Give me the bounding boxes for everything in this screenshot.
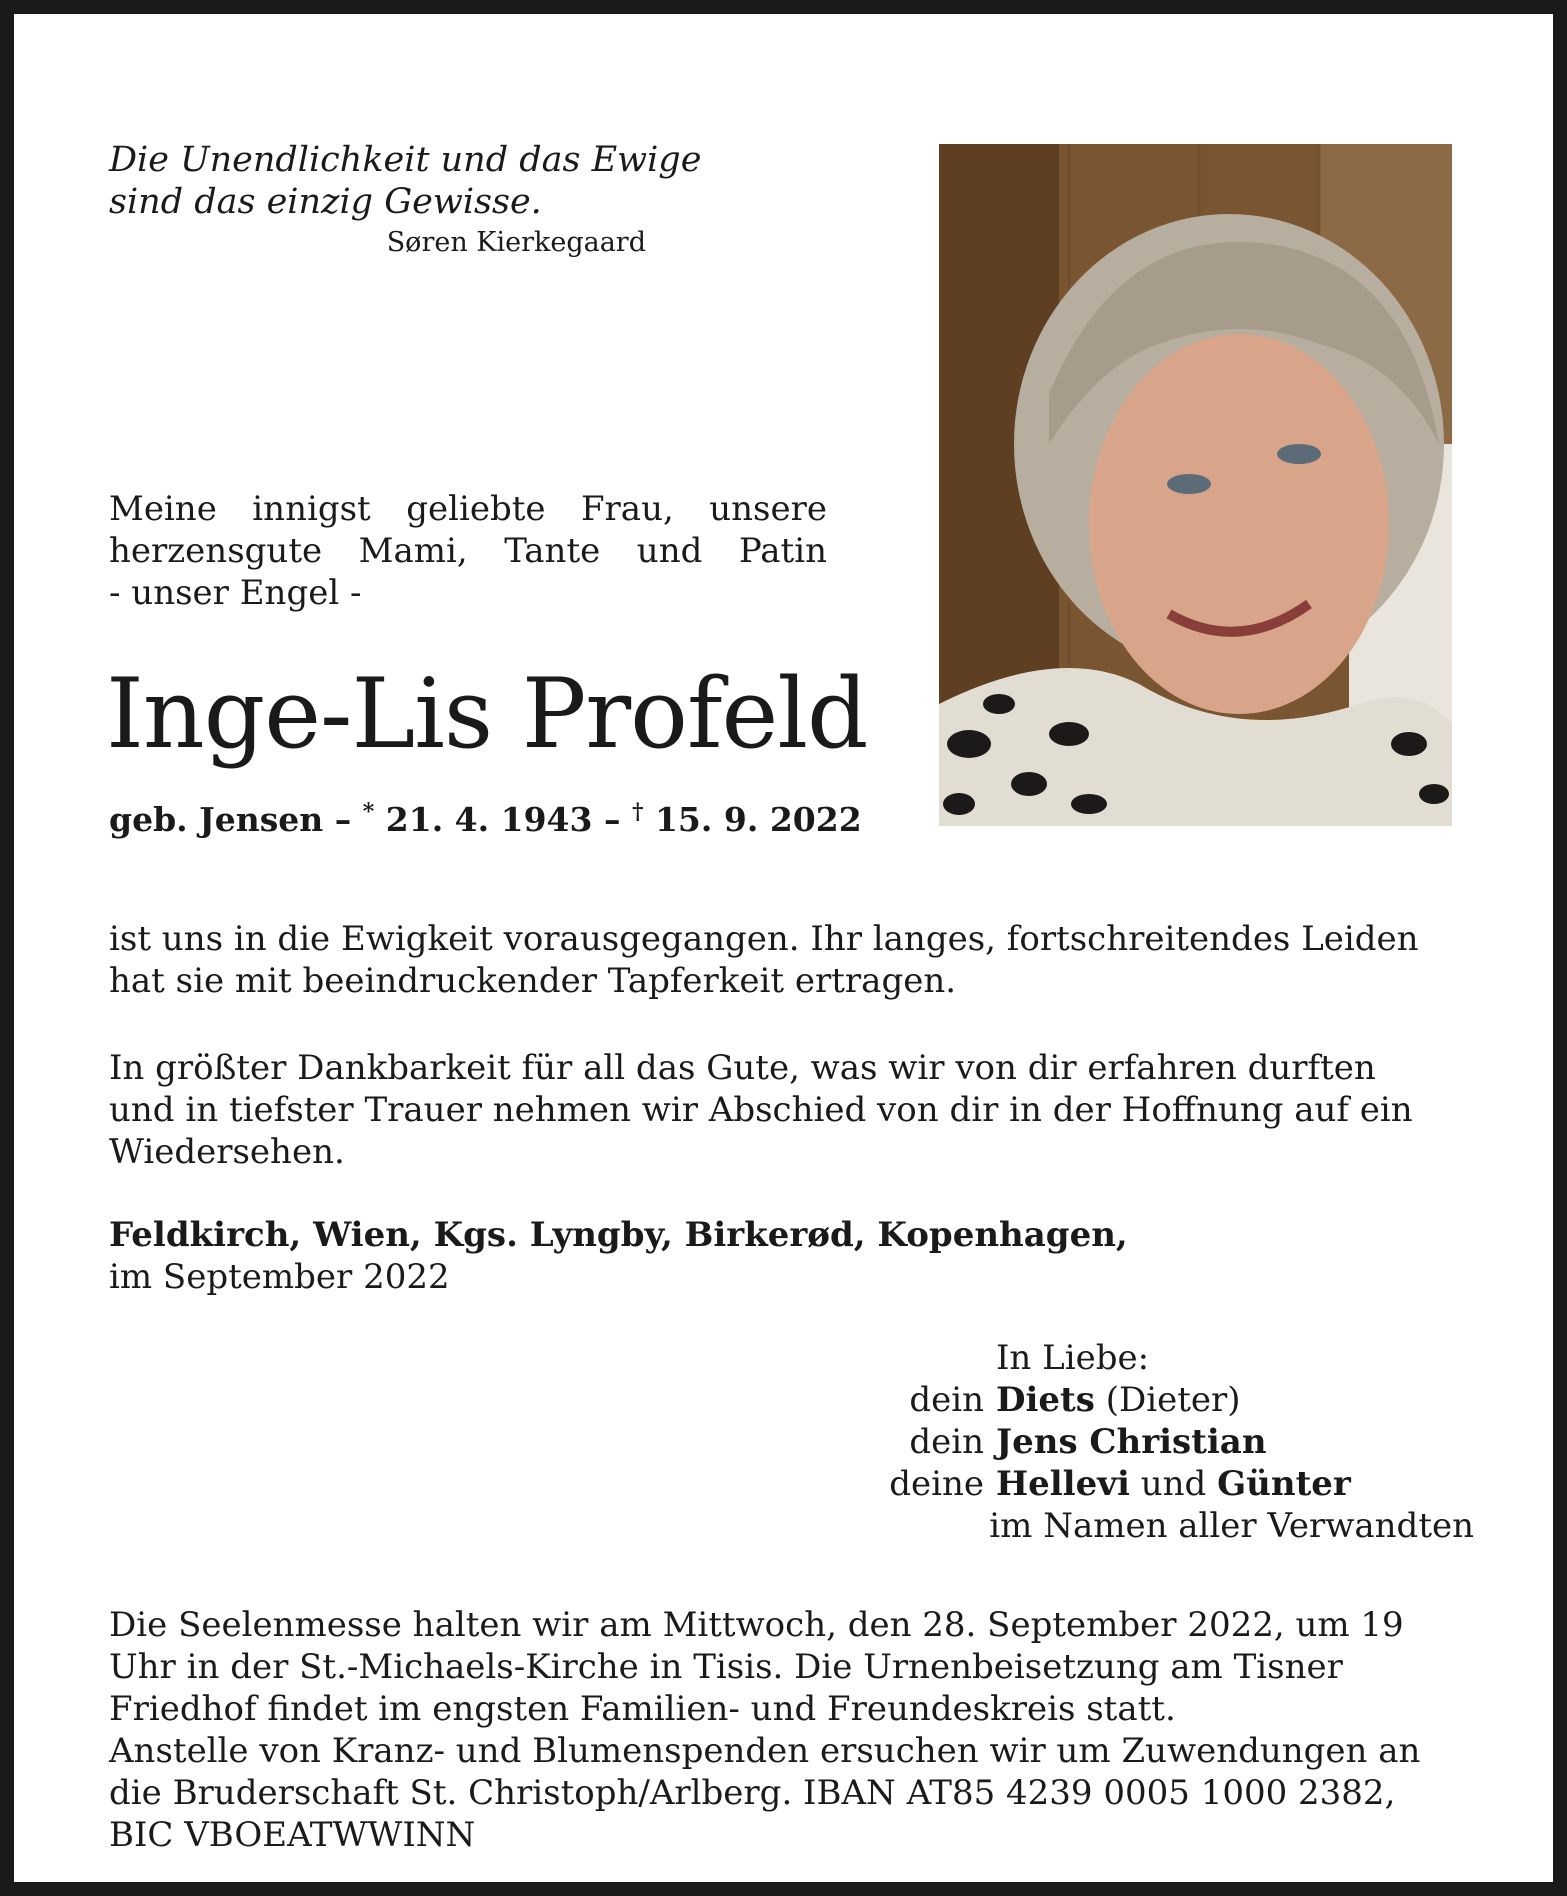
separator: – [592, 800, 632, 839]
places: Feldkirch, Wien, Kgs. Lyngby, Birkerød, Kopenhagen, [109, 1215, 1128, 1255]
mourner-name: Diets [996, 1380, 1095, 1420]
birth-date: 21. 4. 1943 [374, 800, 593, 839]
separator: – [323, 800, 363, 839]
date-line: im September 2022 [109, 1257, 450, 1297]
deceased-name: Inge-Lis Profeld [106, 658, 868, 770]
signoff-row [834, 1379, 1474, 1421]
closing-text [109, 1604, 1451, 1856]
quote-author: Søren Kierkegaard [386, 227, 646, 258]
signoff [834, 1337, 1474, 1547]
body-paragraph-2: In größter Dankbarkeit für all das Gute, was wir von dir erfahren durften und in tiefster Trauer nehmen wir Abschied von dir in der Hoffnung auf ein Wiedersehen. [109, 1048, 1413, 1172]
mourner-name: Jens Christian [996, 1422, 1267, 1462]
mourner-name: Hellevi [996, 1464, 1130, 1504]
mourner-note: (Dieter) [1094, 1380, 1241, 1420]
maiden-name: geb. Jensen [109, 800, 324, 839]
quote-line: Die Unendlichkeit und das Ewige [109, 140, 702, 180]
closing-paragraph: Die Seelenmesse halten wir am Mittwoch, den 28. September 2022, um 19 Uhr in der St.-Michaels-Kirche in Tisis. Die Urnenbeisetzung am Tisner Friedhof findet im engsten Familien- und Freundeskreis statt. [109, 1605, 1404, 1729]
signoff-prefix: dein [909, 1422, 984, 1462]
signoff-heading-row [834, 1337, 1474, 1379]
in-liebe: In Liebe: [996, 1338, 1150, 1378]
intro-line: - unser Engel - [109, 573, 362, 613]
signoff-prefix: deine [889, 1464, 984, 1504]
mourner-name: Günter [1217, 1464, 1351, 1504]
epigraph-quote [109, 139, 702, 223]
signoff-row [834, 1421, 1474, 1463]
family-line: im Namen aller Verwandten [989, 1506, 1474, 1546]
intro-line: herzensgute Mami, Tante und Patin [109, 531, 827, 571]
quote-line: sind das einzig Gewisse. [109, 182, 542, 222]
death-symbol: † [631, 799, 644, 825]
portrait-photo [939, 144, 1452, 826]
intro-line: Meine innigst geliebte Frau, unsere [109, 489, 827, 529]
birth-death-line [109, 792, 862, 840]
connector: und [1129, 1464, 1218, 1504]
birth-symbol: * [362, 799, 375, 825]
signoff-family-row [834, 1505, 1474, 1547]
signoff-row [834, 1463, 1474, 1505]
intro-text [109, 488, 827, 614]
closing-paragraph: Anstelle von Kranz- und Blumenspenden ersuchen wir um Zuwendungen an die Bruderschaft St. Christoph/Arlberg. IBAN AT85 4239 0005 1000 2382, BIC VBOEATWWINN [109, 1731, 1421, 1855]
signoff-prefix: dein [909, 1380, 984, 1420]
body-paragraph-1: ist uns in die Ewigkeit vorausgegangen. Ihr langes, fortschreitendes Leiden hat sie mit beeindruckender Tapferkeit ertragen. [109, 919, 1419, 1001]
death-date: 15. 9. 2022 [643, 800, 862, 839]
